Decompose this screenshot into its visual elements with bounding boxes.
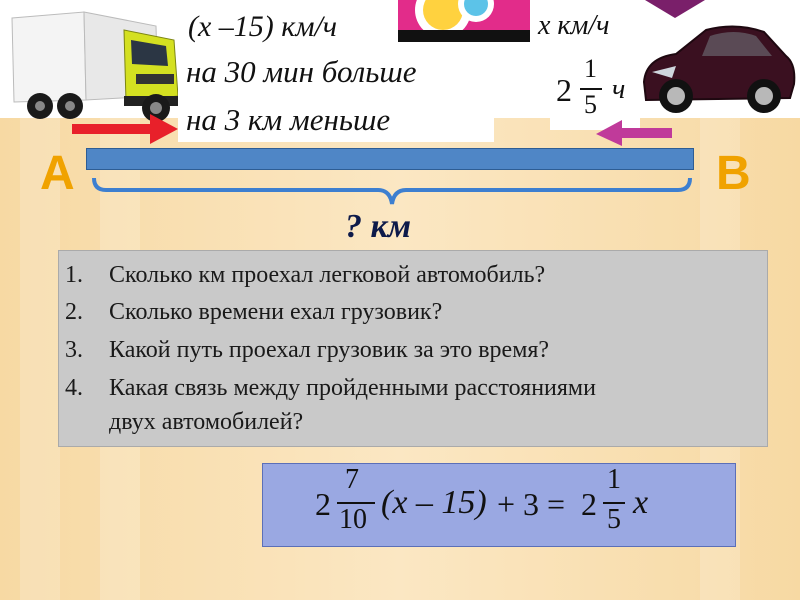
equation-panel [262,463,736,547]
eq-plus-equals: + 3 = [497,486,566,522]
eq-left-numerator: 7 [345,464,359,495]
question-text: Какая связь между пройденными расстояниями [109,375,596,401]
question-number: 3. [65,337,83,363]
truck-distance-note: на 3 км меньше [186,102,391,137]
question-text-continued: двух автомобилей? [109,409,304,435]
eq-right-variable: x [633,484,649,521]
question-text: Сколько км проехал легковой автомобиль? [109,262,546,288]
question-number: 4. [65,375,83,401]
road-segment [86,148,694,170]
car-speed-label: x км/ч [538,10,610,41]
truck-icon [6,8,182,126]
car-time-numerator: 1 [584,54,597,83]
arrow-right-icon [72,112,180,146]
eq-right-numerator: 1 [607,464,621,495]
questions-panel [58,250,768,447]
question-text: Сколько времени ехал грузовик? [109,299,443,325]
eq-right-whole: 2 [581,486,597,522]
curly-brace-icon [92,176,692,210]
eq-right-denominator: 5 [607,504,621,535]
truck-speed-label: (x –15) км/ч [188,10,338,43]
question-number: 1. [65,262,83,288]
car-time-unit: ч [612,74,626,105]
car-time-whole: 2 [556,72,572,108]
point-b-label: B [716,147,751,200]
truck-time-note: на 30 мин больше [186,54,417,89]
eq-left-whole: 2 [315,486,331,522]
question-text: Какой путь проехал грузовик за это время? [109,337,550,363]
distance-question: ? км [345,208,412,245]
arrow-left-icon [596,120,672,150]
eq-left-denominator: 10 [339,504,367,535]
car-time-denominator: 5 [584,90,597,119]
decorative-flower-image [398,0,530,42]
point-a-label: A [40,147,75,200]
eq-parenthesis: (x – 15) [381,484,487,521]
car-icon [636,14,798,120]
question-number: 2. [65,299,83,325]
